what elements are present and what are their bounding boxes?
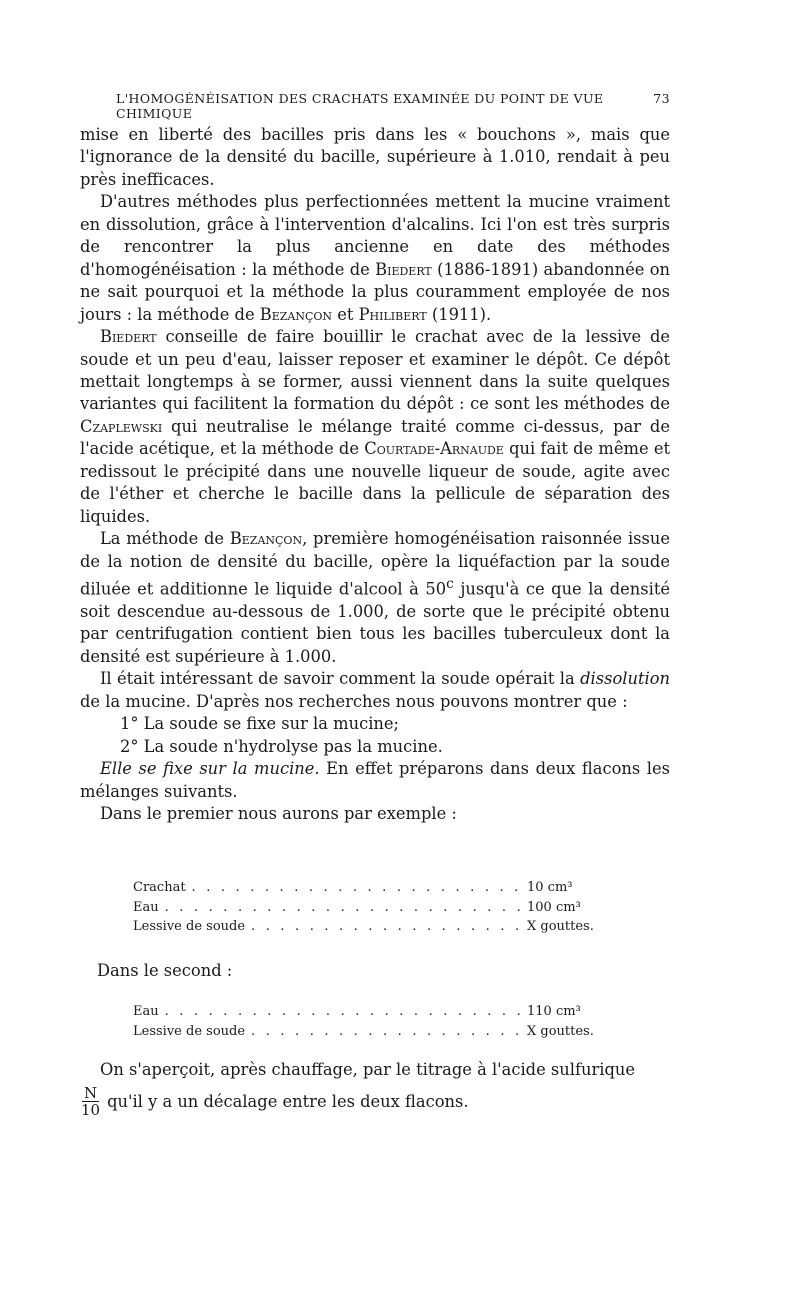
closing-line-2-text: qu'il y a un décalage entre les deux flacons. [107,1091,469,1111]
second-mixture-list [133,1002,615,1041]
leader-dots [165,898,521,918]
p2-text-1: D'autres méthodes plus perfectionnées mettent la mucine vraiment en dissolution, grâce à l'intervention d'alcalins. Ici l'on est très surpris de rencontrer la plus ancienne en date des méthodes d'homogénéisation : la méthode de [80,192,670,279]
mixture-label: Lessive de soude [133,1023,246,1039]
page-number: 73 [653,91,670,106]
p5-text-2: de la mucine. D'après nos recherches nous pouvons montrer que : [80,691,628,711]
p3-name-czaplewski: Czaplewski [80,416,163,436]
closing-paragraph [80,1059,670,1118]
fraction-numerator: N [83,1084,98,1102]
mixture-label: Lessive de soude [133,919,246,934]
running-head-title: L'HOMOGÉNÉISATION DES CRACHATS EXAMINÉE DU POINT DE VUE CHIMIQUE [116,91,604,121]
list-item-1: 1° La soude se fixe sur la mucine; [120,714,400,734]
leader-dots [192,878,521,898]
p4-text-2: , première homogénéisation raisonnée issue de la notion de densité du bacille, opère la liquéfaction par la soude diluée et additionne le liquide d'alcool à 50 [80,529,670,599]
mixture-label: Eau [133,1004,159,1019]
leader-dots [251,1022,521,1042]
mixture-row [133,917,615,937]
p3-text-1: conseille de faire bouillir le crachat avec de la lessive de soude et un peu d'eau, laisser reposer et examiner le dépôt. Ce dépôt mettait longtemps à se former, aussi viennent dans la suite quelques variantes qui facilitent la formation du dépôt : ce sont les méthodes de [80,327,670,414]
paragraph-1: mise en liberté des bacilles pris dans les « bouchons », mais que l'ignorance de la densité du bacille, supérieure à 1.010, rendait à peu près inefficaces. [80,125,670,189]
closing-line-2 [80,1085,670,1118]
mixture-row [133,898,615,918]
list-item-2: 2° La soude n'hydrolyse pas la mucine. [120,736,443,756]
leader-dots [165,1002,521,1022]
paragraph-2 [80,191,670,326]
mixture-label: Crachat [133,880,186,895]
p3-text-2: qui neutralise le mélange traité comme ci-dessus, par de l'acide acétique, et la méthode de [80,416,670,459]
paragraph-7: Dans le premier nous aurons par exemple : [100,804,457,824]
first-mixture-list [133,878,615,937]
p2-name-philibert: Philibert [358,304,427,324]
p4-name-bezancon: Bezançon [229,529,303,549]
body-text [80,124,670,825]
p2-text-2: (1886-1891) abandonnée on ne sait pourquoi et la méthode la plus couramment employée de nos jours : la méthode de [80,259,670,324]
mixture-row [133,878,615,898]
p4-text-3: jusqu'à ce que la densité soit descendue au-dessous de 1.000, de sorte que le précipité obtenu par centrifugation contient bien tous les bacilles tuberculeux dont la densité est supérieure à 1.000. [80,579,670,666]
mixture-quantity: X gouttes. [527,919,594,934]
p4-text-1: La méthode de [100,529,230,549]
p6-italic: Elle se fixe sur la mucine. [100,759,320,779]
mixture-quantity: 100 cm³ [527,899,581,915]
leader-dots [251,917,521,937]
p4-superscript: c [446,576,454,593]
p2-text-3: et [332,304,359,324]
p2-name-bezancon: Bezançon [259,304,333,324]
p5-text-1: Il était intéressant de savoir comment la soude opérait la [100,669,581,689]
paragraph-4 [80,528,670,668]
p3-name-courtade-arnaude: Courtade-Arnaude [364,439,504,459]
mixture-quantity: 10 cm³ [527,880,573,895]
p3-name-biedert: Biedert [100,327,157,347]
mixture-quantity: X gouttes. [527,1023,594,1039]
p2-name-biedert: Biedert [375,259,432,279]
mixture-row [133,1002,615,1022]
paragraph-6 [80,758,670,803]
paragraph-5 [80,668,670,713]
fraction-denominator: 10 [81,1101,101,1119]
mixture-row [133,1022,615,1042]
p2-text-4: (1911). [426,304,492,324]
p3-text-3: qui fait de même et redissout le précipité dans une nouvelle liqueur de soude, agite avec de l'éther et cherche le bacille dans la pellicule de séparation des liquides. [80,439,670,526]
second-mixture-heading: Dans le second : [97,961,233,980]
closing-line-1: On s'aperçoit, après chauffage, par le titrage à l'acide sulfurique [100,1060,636,1079]
p5-italic-dissolution: dissolution [580,669,670,689]
mixture-label: Eau [133,899,159,915]
p6-text-1: En effet préparons dans deux flacons les mélanges suivants. [80,759,670,801]
fraction-n-over-10 [80,1085,101,1118]
mixture-quantity: 110 cm³ [527,1004,581,1019]
paragraph-3 [80,326,670,528]
